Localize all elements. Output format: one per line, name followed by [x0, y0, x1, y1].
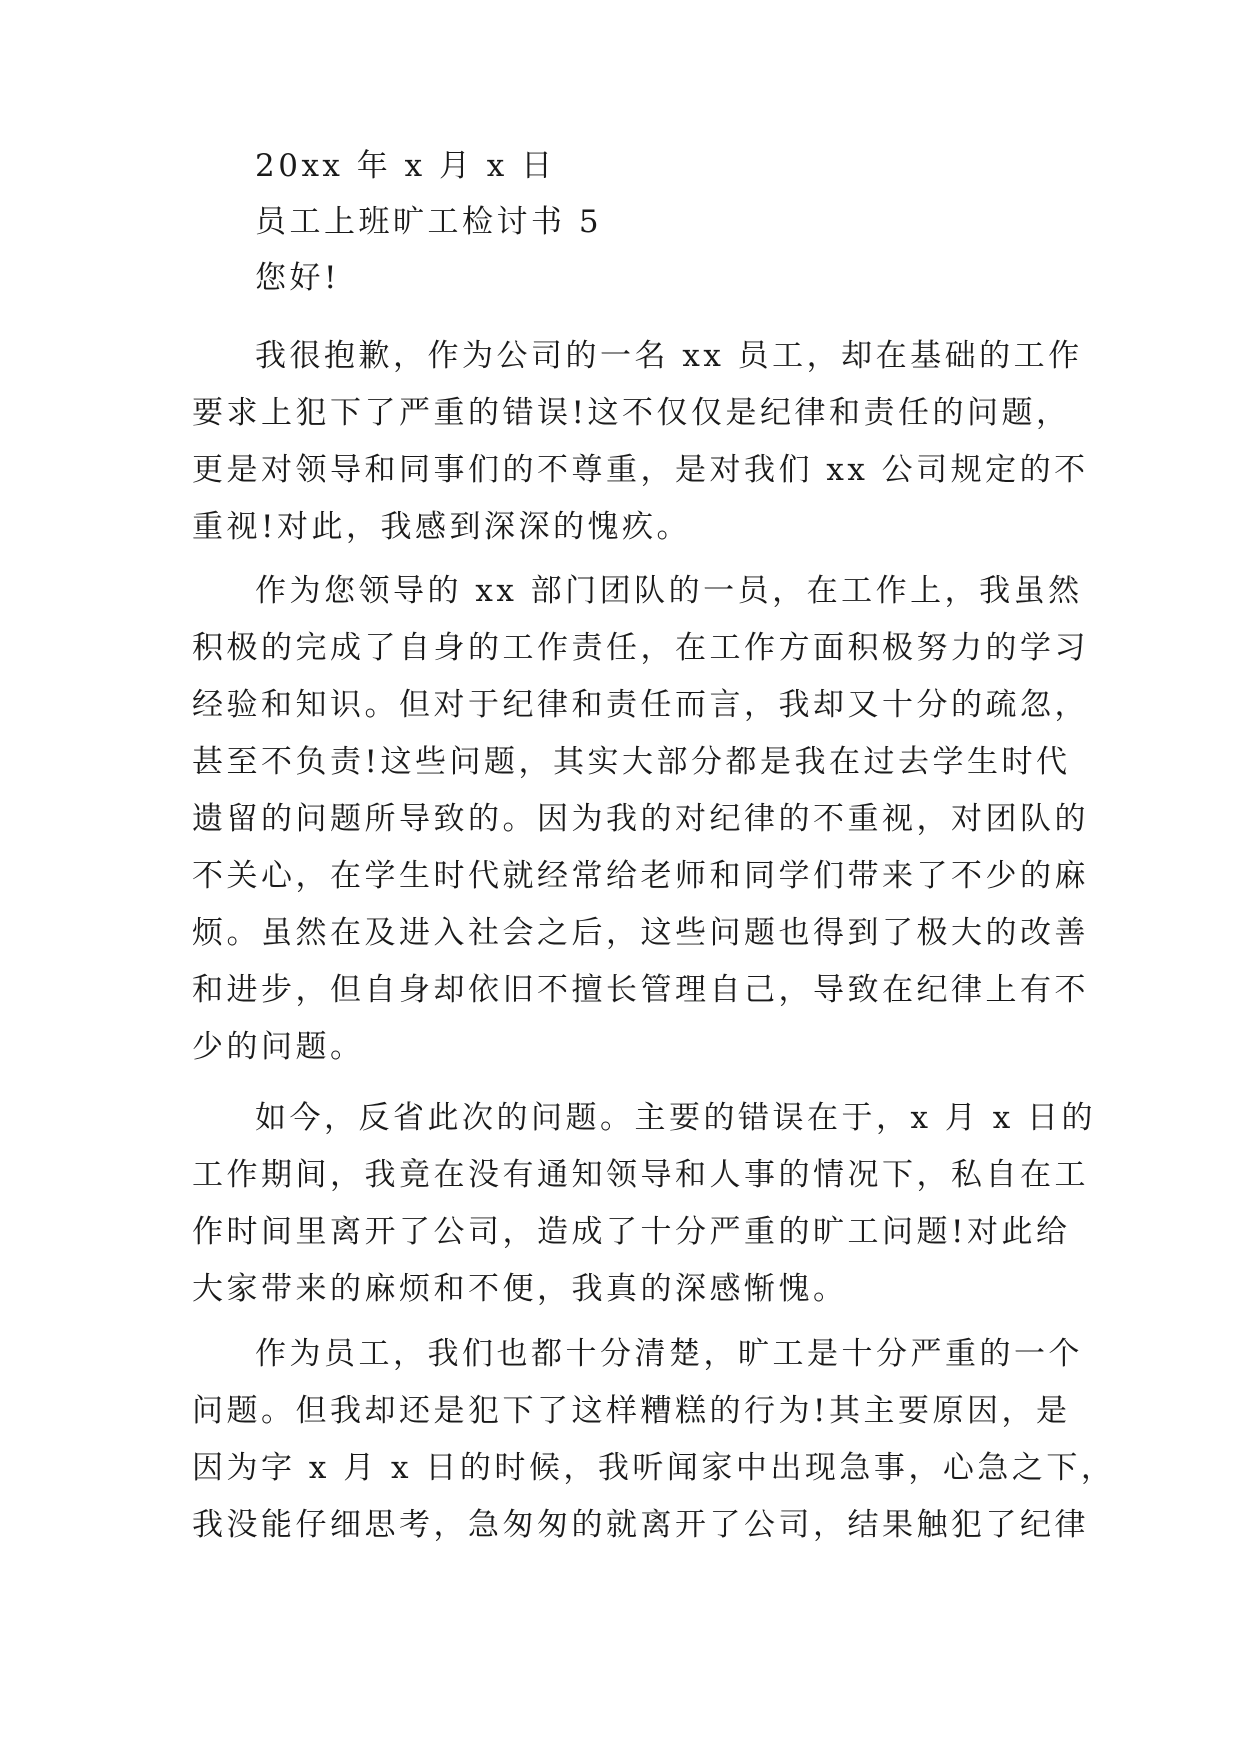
paragraph-line: 工作期间，我竟在没有通知领导和人事的情况下，私自在工 — [192, 1157, 1089, 1193]
paragraph-line: 如今，反省此次的问题。主要的错误在于，x 月 x 日的 — [255, 1100, 1097, 1136]
paragraph-line: 甚至不负责!这些问题，其实大部分都是我在过去学生时代 — [192, 744, 1071, 780]
paragraph-line: 作时间里离开了公司，造成了十分严重的旷工问题!对此给 — [192, 1214, 1071, 1250]
paragraph-line: 大家带来的麻烦和不便，我真的深感惭愧。 — [192, 1271, 848, 1307]
paragraph-line: 遗留的问题所导致的。因为我的对纪律的不重视，对团队的 — [192, 801, 1089, 837]
paragraph-line: 少的问题。 — [192, 1029, 365, 1065]
paragraph-line: 经验和知识。但对于纪律和责任而言，我却又十分的疏忽， — [192, 687, 1089, 723]
date-line: 20xx 年 x 月 x 日 — [255, 148, 556, 184]
paragraph-line: 烦。虽然在及进入社会之后，这些问题也得到了极大的改善 — [192, 915, 1089, 951]
paragraph-line: 不关心，在学生时代就经常给老师和同学们带来了不少的麻 — [192, 858, 1089, 894]
paragraph-line: 问题。但我却还是犯下了这样糟糕的行为!其主要原因，是 — [192, 1393, 1071, 1429]
paragraph-line: 重视!对此，我感到深深的愧疚。 — [192, 509, 691, 545]
paragraph-line: 更是对领导和同事们的不尊重，是对我们 xx 公司规定的不 — [192, 452, 1089, 488]
paragraph-line: 作为员工，我们也都十分清楚，旷工是十分严重的一个 — [255, 1336, 1083, 1372]
paragraph-line: 我没能仔细思考，急匆匆的就离开了公司，结果触犯了纪律 — [192, 1507, 1089, 1543]
paragraph-line: 要求上犯下了严重的错误!这不仅仅是纪律和责任的问题， — [192, 395, 1071, 431]
greeting: 您好! — [255, 260, 340, 296]
paragraph-line: 积极的完成了自身的工作责任，在工作方面积极努力的学习 — [192, 630, 1089, 666]
paragraph-line: 作为您领导的 xx 部门团队的一员，在工作上，我虽然 — [255, 573, 1083, 609]
paragraph-line: 我很抱歉，作为公司的一名 xx 员工，却在基础的工作 — [255, 338, 1083, 374]
paragraph-line: 因为字 x 月 x 日的时候，我听闻家中出现急事，心急之下， — [192, 1450, 1116, 1486]
paragraph-line: 和进步，但自身却依旧不擅长管理自己，导致在纪律上有不 — [192, 972, 1089, 1008]
document-title: 员工上班旷工检讨书 5 — [255, 204, 603, 240]
